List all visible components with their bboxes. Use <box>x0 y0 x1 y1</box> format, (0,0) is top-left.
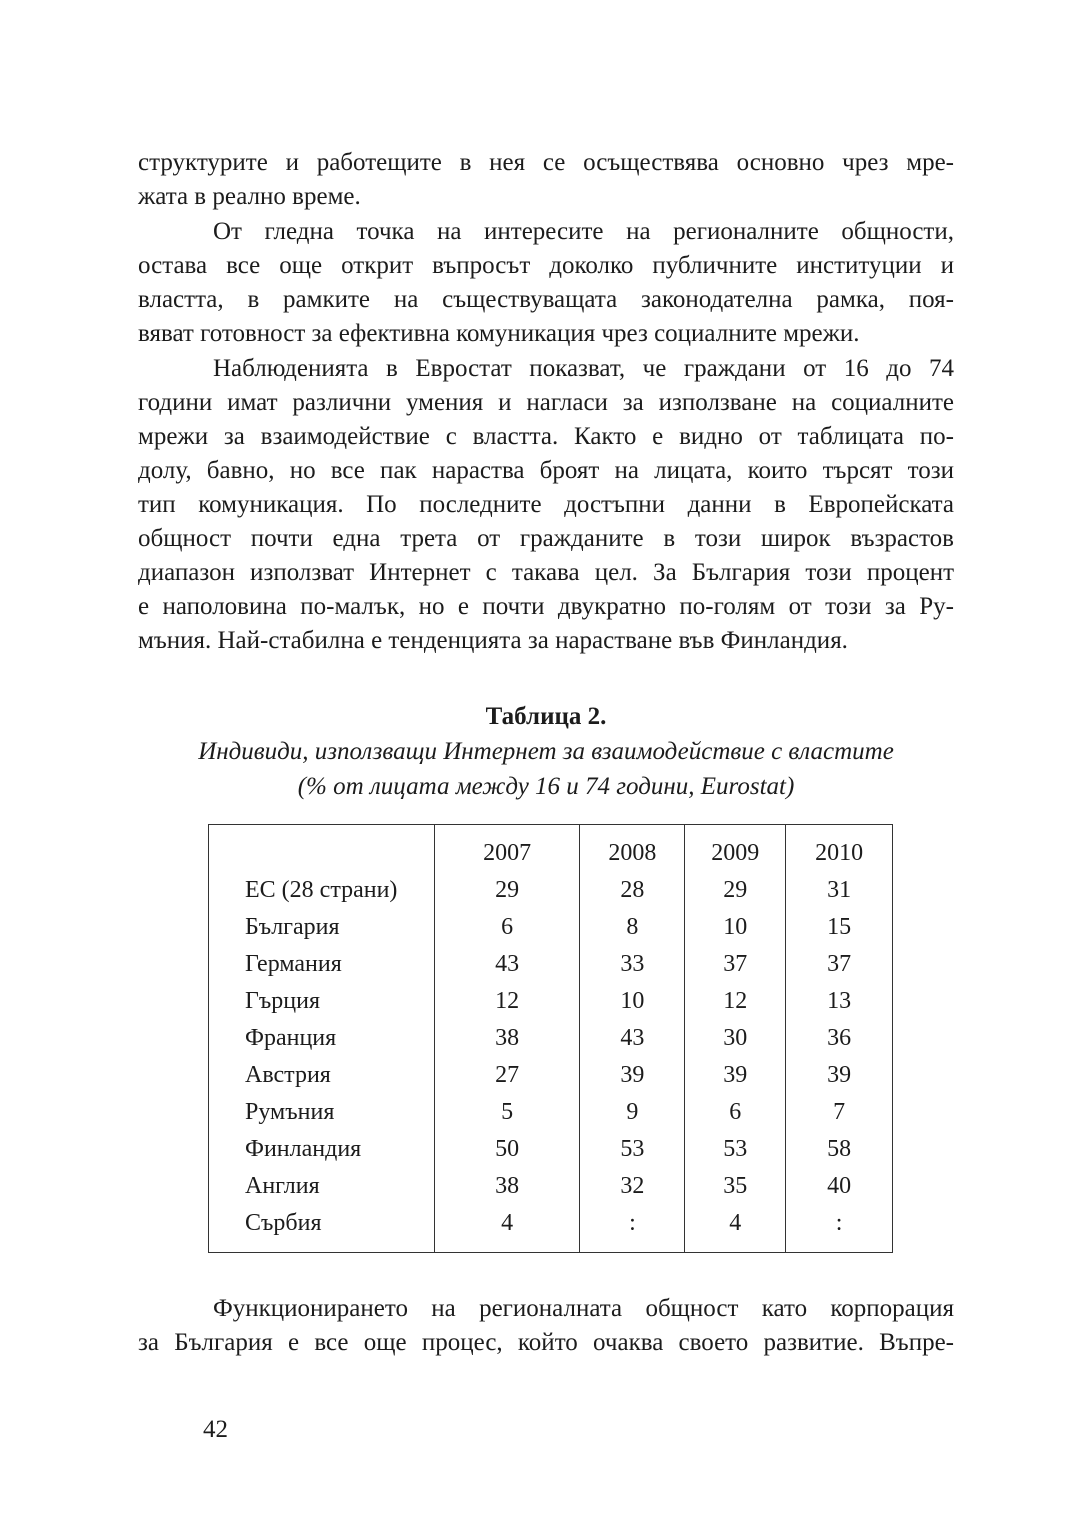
text-line: долу, бавно, но все пак нараства броят на лицата, които търсят този <box>138 457 954 484</box>
paragraph-4 <box>138 1292 954 1360</box>
value-cell: 4 <box>434 1205 580 1242</box>
text-line: жата в реално време. <box>138 183 361 210</box>
table-row <box>209 1205 893 1242</box>
country-cell: Франция <box>209 1020 435 1057</box>
table-row <box>209 983 893 1020</box>
table-row <box>209 1131 893 1168</box>
value-cell: 37 <box>685 946 786 983</box>
text-line: От гледна точка на интересите на регионалните общности, <box>213 218 954 245</box>
year-header: 2007 <box>434 835 580 872</box>
text-line: години имат различни умения и нагласи за използване на социалните <box>138 389 954 416</box>
value-cell: 28 <box>580 872 685 909</box>
page-number: 42 <box>203 1416 228 1443</box>
value-cell: 39 <box>580 1057 685 1094</box>
data-table <box>208 824 893 1253</box>
country-cell: Румъния <box>209 1094 435 1131</box>
country-cell: Сърбия <box>209 1205 435 1242</box>
header-cell-empty <box>209 835 435 872</box>
value-cell: 36 <box>786 1020 893 1057</box>
text-line: диапазон използват Интернет с такава цел. За България този процент <box>138 559 954 586</box>
paragraph-2 <box>138 215 954 351</box>
value-cell: 53 <box>580 1131 685 1168</box>
country-cell: Финландия <box>209 1131 435 1168</box>
value-cell: 7 <box>786 1094 893 1131</box>
value-cell: 27 <box>434 1057 580 1094</box>
value-cell: 43 <box>580 1020 685 1057</box>
text-line: структурите и работещите в нея се осъществява основно чрез мре- <box>138 149 954 176</box>
table-spacer-row <box>209 1242 893 1253</box>
text-line: вяват готовност за ефективна комуникация чрез социалните мрежи. <box>138 320 860 347</box>
value-cell: 58 <box>786 1131 893 1168</box>
value-cell: 4 <box>685 1205 786 1242</box>
value-cell: 13 <box>786 983 893 1020</box>
table-subtitle-source: (% от лицата между 16 и 74 години, Eurostat) <box>297 773 795 800</box>
text-line: остава все още открит въпросът доколко публичните институции и <box>138 252 954 279</box>
value-cell: 40 <box>786 1168 893 1205</box>
table-row <box>209 946 893 983</box>
year-header: 2010 <box>786 835 893 872</box>
table-row <box>209 872 893 909</box>
value-cell: 10 <box>580 983 685 1020</box>
value-cell: 31 <box>786 872 893 909</box>
table-row <box>209 1168 893 1205</box>
text-line: за България е все още процес, който очаква своето развитие. Въпре- <box>138 1329 954 1356</box>
country-cell: България <box>209 909 435 946</box>
value-cell: 5 <box>434 1094 580 1131</box>
table-subtitle: Индивиди, използващи Интернет за взаимодействие с властите <box>198 738 894 765</box>
country-cell: Австрия <box>209 1057 435 1094</box>
table-row <box>209 1020 893 1057</box>
value-cell: 6 <box>434 909 580 946</box>
value-cell: 43 <box>434 946 580 983</box>
year-header: 2008 <box>580 835 685 872</box>
value-cell: 29 <box>685 872 786 909</box>
value-cell: 6 <box>685 1094 786 1131</box>
value-cell: 8 <box>580 909 685 946</box>
table-row <box>209 1094 893 1131</box>
year-header: 2009 <box>685 835 786 872</box>
text-line: Наблюденията в Евростат показват, че граждани от 16 до 74 <box>213 355 954 382</box>
value-cell: 39 <box>786 1057 893 1094</box>
text-line: властта, в рамките на съществуващата законодателна рамка, поя- <box>138 286 954 313</box>
table-header-row <box>209 835 893 872</box>
text-line: мъния. Най-стабилна е тенденцията за нарастване във Финландия. <box>138 627 848 654</box>
text-line: мрежи за взаимодействие с властта. Както е видно от таблицата по- <box>138 423 954 450</box>
country-cell: Англия <box>209 1168 435 1205</box>
value-cell: 39 <box>685 1057 786 1094</box>
value-cell: 12 <box>434 983 580 1020</box>
country-cell: Гърция <box>209 983 435 1020</box>
table-spacer-row <box>209 825 893 836</box>
text-line: Функционирането на регионалната общност като корпорация <box>213 1295 954 1322</box>
value-cell: 38 <box>434 1168 580 1205</box>
value-cell: 10 <box>685 909 786 946</box>
value-cell: : <box>580 1205 685 1242</box>
value-cell: : <box>786 1205 893 1242</box>
table-row <box>209 1057 893 1094</box>
text-line: общност почти една трета от гражданите в този широк възрастов <box>138 525 954 552</box>
value-cell: 29 <box>434 872 580 909</box>
value-cell: 12 <box>685 983 786 1020</box>
value-cell: 38 <box>434 1020 580 1057</box>
paragraph-1 <box>138 146 954 214</box>
value-cell: 53 <box>685 1131 786 1168</box>
table-row <box>209 909 893 946</box>
value-cell: 33 <box>580 946 685 983</box>
value-cell: 35 <box>685 1168 786 1205</box>
value-cell: 15 <box>786 909 893 946</box>
table-caption <box>138 700 954 804</box>
country-cell: Германия <box>209 946 435 983</box>
value-cell: 30 <box>685 1020 786 1057</box>
value-cell: 37 <box>786 946 893 983</box>
value-cell: 9 <box>580 1094 685 1131</box>
text-line: тип комуникация. По последните достъпни данни в Европейската <box>138 491 954 518</box>
country-cell: ЕС (28 страни) <box>209 872 435 909</box>
paragraph-3 <box>138 352 954 658</box>
table-title: Таблица 2. <box>485 703 607 730</box>
text-line: е наполовина по-малък, но е почти двукратно по-голям от този за Ру- <box>138 593 954 620</box>
value-cell: 50 <box>434 1131 580 1168</box>
value-cell: 32 <box>580 1168 685 1205</box>
